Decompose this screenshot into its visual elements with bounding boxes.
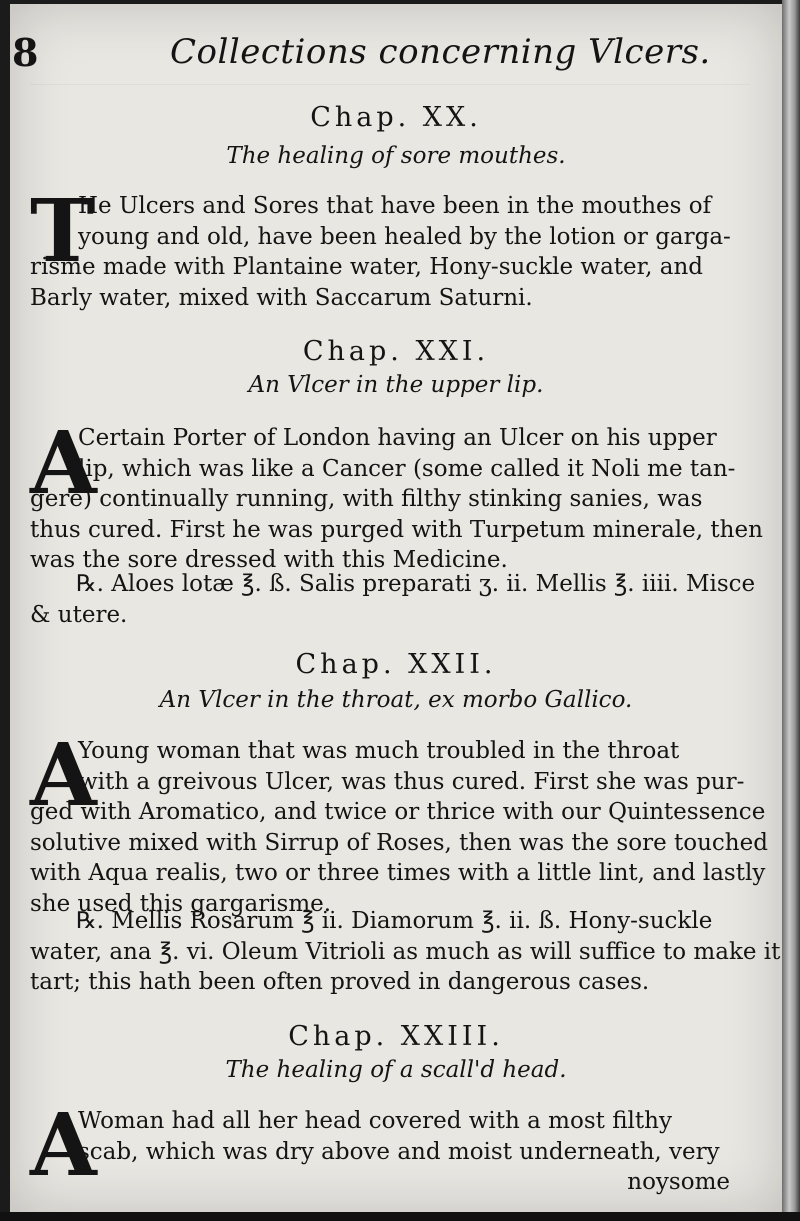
text-line: He Ulcers and Sores that have been in the mouthes of <box>78 193 712 219</box>
chapter-title: An Vlcer in the throat, ex morbo Gallico. <box>159 687 633 713</box>
text-line: with a greivous Ulcer, was thus cured. First she was pur- <box>78 768 745 795</box>
book-page <box>10 4 782 1214</box>
recipe-line: ℞. Aloes lotæ ℥. ß. Salis preparati ʒ. ii. Mellis ℥. iiii. Misce <box>76 571 756 597</box>
paragraph <box>30 413 763 576</box>
chapter-heading: Chap. XXII. <box>295 649 497 680</box>
drop-cap: A <box>30 413 97 514</box>
running-title: Collections concerning Vlcers. <box>170 32 711 72</box>
recipe-line: water, ana ℥. vi. Oleum Vitrioli as much as will suffice to make it <box>30 938 781 965</box>
text-line: Young woman that was much troubled in the throat <box>78 738 680 764</box>
recipe <box>30 906 781 998</box>
chapter-heading: Chap. XXIII. <box>288 1021 504 1052</box>
text-line: Barly water, mixed with Saccarum Saturni. <box>30 284 533 311</box>
text-line: lip, which was like a Cancer (some called it Noli me tan- <box>78 455 736 482</box>
recipe-line: ℞. Mellis Rosarum ℥ ii. Diamorum ℥. ii. ß. Hony-suckle <box>76 908 713 934</box>
text-line: ged with Aromatico, and twice or thrice with our Quintessence <box>30 799 766 825</box>
paragraph <box>30 725 768 919</box>
drop-cap: T <box>30 181 94 282</box>
text-line: she used this gargarisme. <box>30 890 332 917</box>
chapter-heading: Chap. XX. <box>310 102 482 133</box>
drop-cap: A <box>30 725 97 826</box>
text-line: was the sore dressed with this Medicine. <box>30 547 508 573</box>
text-line: scab, which was dry above and moist underneath, very <box>78 1138 720 1165</box>
chapter-heading: Chap. XXI. <box>302 336 490 367</box>
page-number: 8 <box>12 30 39 75</box>
text-line: solutive mixed with Sirrup of Roses, then was the sore touched <box>30 829 768 856</box>
recipe-line: tart; this hath been often proved in dangerous cases. <box>30 969 650 995</box>
bottom-shadow <box>0 1212 800 1221</box>
text-line: risme made with Plantaine water, Hony-suckle water, and <box>30 254 703 280</box>
catchword: noysome <box>627 1169 730 1195</box>
text-line: with Aqua realis, two or three times with a little lint, and lastly <box>30 860 766 886</box>
text-line: young and old, have been healed by the lotion or garga- <box>78 223 731 250</box>
drop-cap: A <box>30 1095 97 1196</box>
text-line: Woman had all her head covered with a most filthy <box>78 1108 672 1134</box>
running-head <box>10 28 782 78</box>
text-line: Certain Porter of London having an Ulcer on his upper <box>78 425 717 451</box>
paragraph <box>30 1095 730 1198</box>
page-edge <box>782 0 800 1221</box>
chapter-title: The healing of sore mouthes. <box>226 143 566 169</box>
chapter-title: An Vlcer in the upper lip. <box>248 372 544 398</box>
paragraph <box>30 181 731 313</box>
text-line: gere) continually running, with filthy stinking sanies, was <box>30 486 703 512</box>
chapter-title: The healing of a scall'd head. <box>225 1057 567 1083</box>
text-line: thus cured. First he was purged with Turpetum minerale, then <box>30 516 763 543</box>
recipe-line: & utere. <box>30 601 128 628</box>
recipe <box>30 569 756 630</box>
